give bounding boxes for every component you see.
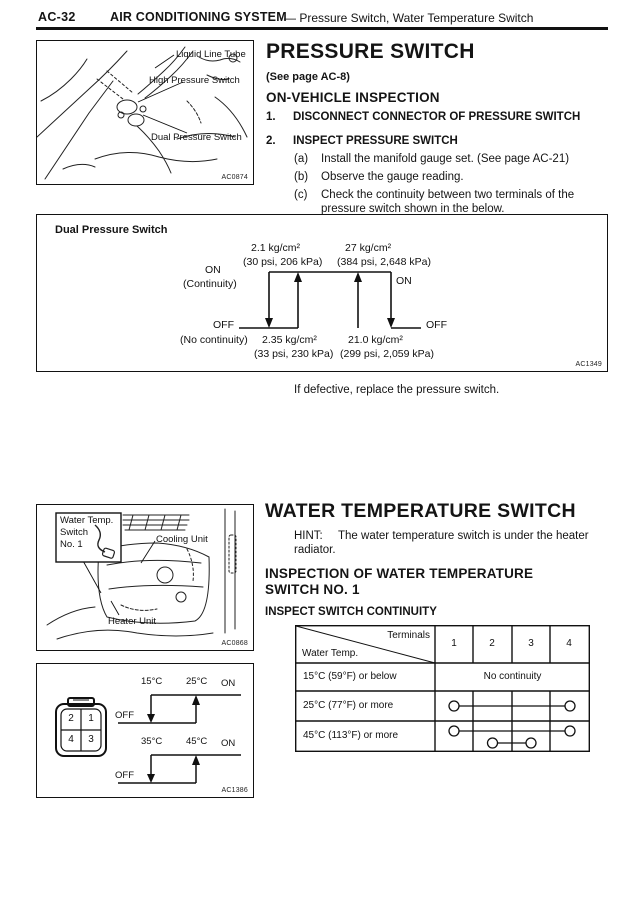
continuity-table: [295, 625, 590, 752]
water-temp-title: WATER TEMPERATURE SWITCH: [265, 500, 576, 522]
label-high-pressure-switch: High Pressure Switch: [149, 75, 240, 86]
on-vehicle-inspection-heading: ON-VEHICLE INSPECTION: [266, 90, 440, 105]
step-1-number: 1.: [266, 111, 276, 123]
row-label-45c: 45°C (113°F) or more: [303, 730, 399, 741]
label-heater-unit: Heater Unit: [108, 616, 157, 627]
label-liquid-line-tube: Liquid Line Tube: [176, 49, 246, 60]
substep-b-text: Observe the gauge reading.: [321, 171, 464, 183]
hint-label: HINT:: [294, 530, 323, 542]
diagram1-on-temp: 25°C: [186, 676, 208, 687]
substep-c-text: Check the continuity between two terminals of the pressure switch shown in the below.: [321, 189, 575, 215]
inspection-heading-line2: SWITCH NO. 1: [265, 582, 360, 597]
section-subtitle: — Pressure Switch, Water Temperature Switch: [284, 10, 534, 25]
dual-pressure-switch-graph: [36, 214, 608, 372]
figure-code: AC0874: [221, 174, 248, 181]
diagram2-off-temp: 35°C: [141, 736, 163, 747]
on-sublabel: (Continuity): [183, 278, 237, 290]
corner-terminals: Terminals: [387, 630, 430, 641]
hint-text-line2: radiator.: [294, 544, 336, 556]
inset-label-line1: Water Temp.: [60, 515, 114, 526]
row-label-25c: 25°C (77°F) or more: [303, 700, 394, 711]
diagram1-on-label: ON: [221, 678, 236, 689]
right-on-label: ON: [396, 275, 412, 287]
row-label-15c: 15°C (59°F) or below: [303, 671, 397, 682]
figure-art: [37, 41, 250, 181]
high-off-value: 27 kg/cm²: [345, 242, 392, 254]
figure-water-temp-switch-location: [36, 504, 254, 651]
column-header-3: 3: [528, 638, 534, 649]
graph-title: Dual Pressure Switch: [55, 224, 168, 236]
continuity-heading: INSPECT SWITCH CONTINUITY: [265, 606, 437, 618]
high-on-value: 21.0 kg/cm²: [348, 334, 403, 346]
column-header-4: 4: [566, 638, 572, 649]
label-dual-pressure-switch: Dual Pressure Switch: [151, 132, 242, 143]
label-cooling-unit: Cooling Unit: [156, 534, 208, 545]
pin-1: 1: [88, 713, 94, 724]
figure-pressure-switch-location: [36, 40, 254, 185]
substep-a: [294, 153, 640, 167]
low-off-value: 2.1 kg/cm²: [251, 242, 301, 254]
on-label: ON: [205, 264, 221, 276]
step-1: [266, 111, 580, 123]
inspection-heading-line1: INSPECTION OF WATER TEMPERATURE: [265, 566, 534, 581]
substep-c: [294, 189, 621, 216]
diagram1-off-temp: 15°C: [141, 676, 163, 687]
diagram2-on-temp: 45°C: [186, 736, 208, 747]
high-off-detail: (384 psi, 2,648 kPa): [337, 256, 431, 268]
section-title: AIR CONDITIONING SYSTEM: [110, 10, 287, 24]
diagram2-off-label: OFF: [115, 770, 134, 781]
substep-a-number: (a): [294, 153, 309, 165]
pin-4: 4: [68, 734, 74, 745]
substep-b-number: (b): [294, 171, 309, 183]
inset-label-line3: No. 1: [60, 539, 83, 550]
figure-code: AC1349: [575, 361, 602, 368]
pressure-switch-title: PRESSURE SWITCH: [266, 40, 475, 63]
substep-c-number: (c): [294, 189, 308, 201]
hysteresis-diagram: [37, 215, 604, 368]
low-on-value: 2.35 kg/cm²: [262, 334, 317, 346]
substep-a-text: Install the manifold gauge set. (See page AC-21): [321, 153, 570, 165]
low-on-detail: (33 psi, 230 kPa): [254, 348, 334, 360]
step-2-number: 2.: [266, 135, 276, 147]
row-result-15c: No continuity: [483, 671, 542, 682]
header-rule: [36, 27, 608, 30]
diagram1-off-label: OFF: [115, 710, 134, 721]
figure-code: AC1386: [221, 787, 248, 794]
figure-switch-operation: [36, 663, 254, 798]
inset-label-line2: Switch: [60, 527, 88, 538]
substep-b: [294, 171, 640, 185]
high-on-detail: (299 psi, 2,059 kPa): [340, 348, 434, 360]
column-header-2: 2: [489, 638, 495, 649]
pin-3: 3: [88, 734, 94, 745]
page-number: AC-32: [38, 10, 76, 24]
hint-text: The water temperature switch is under the heater: [338, 530, 589, 542]
off-sublabel: (No continuity): [180, 334, 248, 346]
see-page-reference: (See page AC-8): [266, 71, 350, 83]
step-2-text: INSPECT PRESSURE SWITCH: [293, 135, 458, 147]
right-off-label: OFF: [426, 319, 447, 331]
step-1-text: DISCONNECT CONNECTOR OF PRESSURE SWITCH: [293, 111, 581, 123]
figure-code: AC0868: [221, 640, 248, 647]
step-2: [266, 135, 458, 147]
column-header-1: 1: [451, 638, 457, 649]
defective-note: If defective, replace the pressure switch.: [294, 384, 500, 396]
low-off-detail: (30 psi, 206 kPa): [243, 256, 323, 268]
corner-water-temp: Water Temp.: [302, 648, 359, 659]
off-label: OFF: [213, 319, 234, 331]
hint: [294, 530, 589, 542]
pin-2: 2: [68, 713, 74, 724]
diagram2-on-label: ON: [221, 738, 236, 749]
